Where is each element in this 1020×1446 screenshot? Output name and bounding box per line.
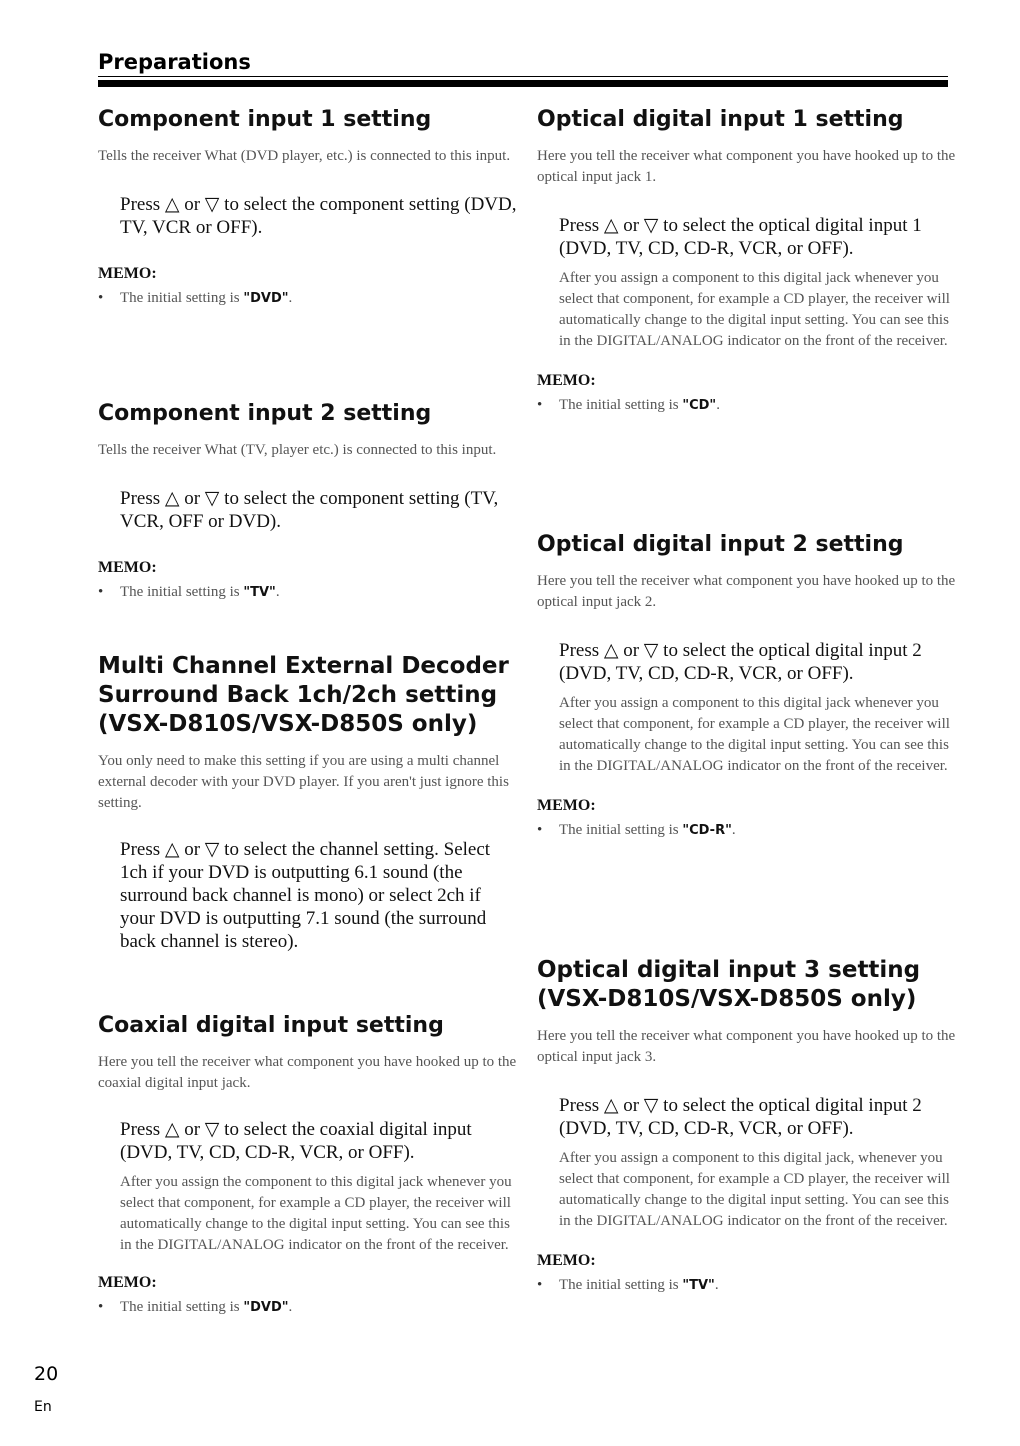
memo-text: The initial setting is xyxy=(559,1277,683,1293)
memo-item xyxy=(537,820,957,841)
section-intro: Here you tell the receiver what component you have hooked up to the coaxial digital input jack. xyxy=(98,1054,517,1091)
memo-title: MEMO: xyxy=(537,797,596,814)
section-title: Component input 1 setting xyxy=(98,107,432,132)
memo-value: "DVD" xyxy=(243,291,289,306)
memo-text: The initial setting is xyxy=(559,397,683,413)
section-title: Optical digital input 1 setting xyxy=(537,107,904,132)
step-detail: After you assign a component to this digital jack, whenever you select that component, for example a CD player, the receiver will automatically change to the digital input setting. You can see this in the DIGITAL/ANALOG indicator on the front of the receiver. xyxy=(559,1150,950,1229)
memo-title: MEMO: xyxy=(537,372,596,389)
section-title: Optical digital input 3 setting (VSX-D810S/VSX-D850S only) xyxy=(537,957,921,1012)
step-instruction: Press △ or ▽ to select the component setting (DVD, TV, VCR or OFF). xyxy=(120,194,517,238)
memo-item xyxy=(98,288,518,309)
section-title: Optical digital input 2 setting xyxy=(537,532,904,557)
page-number: 20 xyxy=(34,1363,59,1385)
section-coaxial-digital-input xyxy=(98,1012,518,1318)
memo-value: "TV" xyxy=(243,585,276,600)
section-component-input-2 xyxy=(98,400,518,603)
memo-item xyxy=(98,1297,518,1318)
memo-end: . xyxy=(275,584,280,600)
memo-value: "CD" xyxy=(682,398,717,413)
bullet-icon: • xyxy=(98,1299,104,1315)
section-intro: Here you tell the receiver what component you have hooked up to the optical input jack 3. xyxy=(537,1028,956,1065)
bullet-icon: • xyxy=(98,290,104,306)
memo-value: "CD-R" xyxy=(682,823,732,838)
bullet-icon: • xyxy=(537,822,543,838)
memo-end: . xyxy=(288,1299,293,1315)
step-instruction: Press △ or ▽ to select the channel setting. Select 1ch if your DVD is outputting 6.1 sound (the surround back channel is mono) or select 2ch if your DVD is outputting 7.1 sound (the surround back channel is stereo). xyxy=(120,839,491,952)
step-instruction: Press △ or ▽ to select the component setting (TV, VCR, OFF or DVD). xyxy=(120,488,499,532)
step-instruction: Press △ or ▽ to select the optical digital input 1 (DVD, TV, CD, CD-R, VCR, or OFF). xyxy=(559,215,922,259)
memo-title: MEMO: xyxy=(98,559,157,576)
memo-item xyxy=(537,1275,957,1296)
step-instruction: Press △ or ▽ to select the optical digital input 2 (DVD, TV, CD, CD-R, VCR, or OFF). xyxy=(559,640,922,684)
section-optical-input-2 xyxy=(537,531,957,841)
memo-value: "DVD" xyxy=(243,1300,289,1315)
step-detail: After you assign the component to this digital jack whenever you select that component, for example a CD player, the receiver will automatically change to the digital input setting. You can see this in the DIGITAL/ANALOG indicator on the front of the receiver. xyxy=(120,1174,512,1253)
section-multichannel-decoder xyxy=(98,652,518,953)
memo-item xyxy=(98,582,518,603)
section-title: Coaxial digital input setting xyxy=(98,1013,444,1038)
bullet-icon: • xyxy=(537,1277,543,1293)
section-intro: Here you tell the receiver what component you have hooked up to the optical input jack 2. xyxy=(537,573,956,610)
memo-value: "TV" xyxy=(682,1278,715,1293)
page-language: En xyxy=(34,1399,52,1415)
memo-text: The initial setting is xyxy=(559,822,683,838)
section-intro: Here you tell the receiver what component you have hooked up to the optical input jack 1. xyxy=(537,148,956,185)
section-title: Component input 2 setting xyxy=(98,401,432,426)
section-optical-input-1 xyxy=(537,106,957,416)
memo-text: The initial setting is xyxy=(120,290,244,306)
section-intro: Tells the receiver What (DVD player, etc.) is connected to this input. xyxy=(98,148,511,164)
memo-title: MEMO: xyxy=(98,265,157,282)
step-instruction: Press △ or ▽ to select the optical digital input 2 (DVD, TV, CD, CD-R, VCR, or OFF). xyxy=(559,1095,922,1139)
memo-end: . xyxy=(288,290,293,306)
page-header: Preparations xyxy=(98,50,251,74)
section-component-input-1 xyxy=(98,106,518,309)
memo-text: The initial setting is xyxy=(120,584,244,600)
memo-end: . xyxy=(731,822,736,838)
section-optical-input-3 xyxy=(537,956,957,1296)
header-thick-rule xyxy=(98,80,948,87)
memo-end: . xyxy=(714,1277,719,1293)
memo-title: MEMO: xyxy=(98,1274,157,1291)
step-detail: After you assign a component to this digital jack whenever you select that component, for example a CD player, the receiver will automatically change to the digital input setting. You can see this in the DIGITAL/ANALOG indicator on the front of the receiver. xyxy=(559,695,950,774)
section-intro: Tells the receiver What (TV, player etc.) is connected to this input. xyxy=(98,442,497,458)
section-intro: You only need to make this setting if you are using a multi channel external decoder with your DVD player. If you aren't just ignore this setting. xyxy=(98,753,509,811)
header-thin-rule xyxy=(98,76,948,77)
memo-text: The initial setting is xyxy=(120,1299,244,1315)
section-title: Multi Channel External Decoder Surround Back 1ch/2ch setting (VSX-D810S/VSX-D850S only) xyxy=(98,653,509,737)
step-detail: After you assign a component to this digital jack whenever you select that component, for example a CD player, the receiver will automatically change to the digital input setting. You can see this in the DIGITAL/ANALOG indicator on the front of the receiver. xyxy=(559,270,950,349)
bullet-icon: • xyxy=(537,397,543,413)
step-instruction: Press △ or ▽ to select the coaxial digital input (DVD, TV, CD, CD-R, VCR, or OFF). xyxy=(120,1119,472,1163)
memo-item xyxy=(537,395,957,416)
bullet-icon: • xyxy=(98,584,104,600)
memo-end: . xyxy=(716,397,720,413)
memo-title: MEMO: xyxy=(537,1252,596,1269)
